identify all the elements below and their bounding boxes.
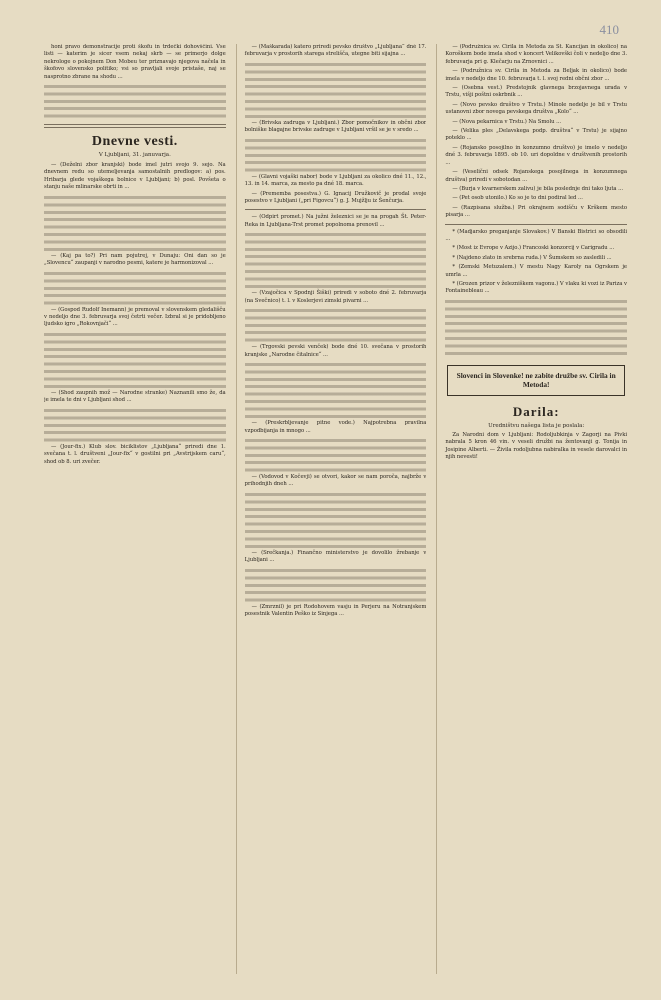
darila-subtitle: Uredništvu našega lista je poslala: bbox=[488, 422, 585, 429]
news-item: — (Shod zaupnih mož — Narodne stranke) Naznanili smo že, da je imela te dni v Ljubljani shod ... bbox=[44, 390, 226, 404]
body-filler bbox=[44, 331, 226, 390]
news-item: — (Srečkanja.) Finančno ministerstvo je dovolilo žrebanje v Ljubljani ... bbox=[244, 550, 427, 564]
news-item: — (Vzajočica v Spodnji Šiški) priredi v soboto dné 2. februvarja (na Svečnico) t. l. v Koslerjevi zimski pivarni ... bbox=[244, 290, 427, 304]
article-continuation: honi pravo demonstracije proti škofu in trdečki dohovščini. Vse listi — katerim je sicer vsem nekaj skrb — se primerjo dolge nekrologe o pokojnem Don Mobeu ter priznavajo njegova načela in škofovo slovensko politiko; vsi so pravljali svoje pristaše, naj se nasprotno zbrane na shodu ... bbox=[44, 44, 226, 80]
news-item: — (Maškarada) katero priredi pevsko društvo „Ljubljana“ dné 17. februvarja v prostorih starega strelišča, utegne biti sijajna ... bbox=[244, 44, 427, 58]
news-item: — (Kaj pa to?) Pri nam pojutrej, v Dunaju: Oni dan so je „Slovencu“ zaupanji v narodno pesmi, katere je harmonizoval ... bbox=[44, 252, 226, 267]
news-item: * (Zemski Metuzalem.) V mestu Nagy Karoly na Ogrskem je umrla ... bbox=[445, 264, 628, 278]
news-item: — (Preskrbljevanje pitne vode.) Najpotrebna pravilna vzpodbijanja in mnogo ... bbox=[244, 420, 427, 434]
body-filler bbox=[44, 407, 226, 444]
column-1 bbox=[44, 44, 226, 974]
section-divider bbox=[44, 124, 226, 128]
news-item: — (Gospod Rudolf Inemann) je premoval v slovenskem gledališču v nedeljo dne 3. februvarja svoj četrti večer. Izbral si je pridobljeno ljudsko igro „Rokovnjači“ ... bbox=[44, 306, 226, 328]
news-item: — (Podružnica sv. Cirila in Metoda za Št. Kancijan in okolico) na Koroškem bode imela shod v koncert Velikovški čoli v nedeljo dne 3. februvarja pri g. Klečarju na Zrnovnici ... bbox=[445, 44, 628, 65]
news-item: — (Vodovod v Kočevji) se otvori, kakor se nam poroča, najbrže v prihodnjih dneh ... bbox=[244, 474, 427, 488]
news-item: — (Odpirt promet.) Na južni železnici se je na progah Št. Peter-Reka in Ljubljana-Trst promet popolnoma prenovil ... bbox=[244, 214, 427, 228]
news-item: — (Brivska zadruga v Ljubljani.) Zbor pomočnikov in občni zbor bolniške blagajne brivske zadruge v Ljubljani vršil se je v sredo ... bbox=[244, 120, 427, 134]
darila-title: Darila: bbox=[512, 403, 560, 419]
body-filler bbox=[245, 567, 427, 604]
boxed-notice: Slovenci in Slovenke! ne zabite družbe sv. Cirila in Metoda! bbox=[447, 365, 625, 396]
news-item: * (Grozen prizor v železniškem vagonu.) V vlaku ki vozi iz Pariza v Fontainebleau ... bbox=[445, 280, 628, 295]
news-item: — (Nova pekarnica v Trstu.) Na Smolu ... bbox=[452, 118, 561, 125]
news-item: — (Burja v kvarnerskem zalivu) je bila poslednje dni tako ljuta ... bbox=[452, 185, 624, 192]
news-item: — (Deželni zbor kranjski) bode imel jutri svojo 9. sejo. Na dnevnem redu so utemeljevanja samostalnih predlogov: a) pos. Hribarja glede vojaškega bolnice v Ljubljani; b) posl. Povšeta o stanju naše mlinarske obrti in ... bbox=[44, 162, 226, 191]
column-3 bbox=[436, 44, 627, 974]
body-filler bbox=[245, 437, 427, 474]
body-filler bbox=[445, 298, 627, 357]
news-item: — (Zmrznil) je pri Rodohovem vasju in Perjeru na Notranjskem posestnik Valentin Peško iz Sinjega ... bbox=[244, 603, 427, 618]
news-item: — (Podružnica sv. Cirila in Metoda za Beljak in okolico) bode imela v nedeljo dne 10. februvarja t. l. svoj redni občni zbor ... bbox=[445, 68, 628, 82]
divider bbox=[245, 209, 427, 210]
news-item: — (Prememba posestva.) G. Ignacij Družkovič je prodal svoje posestvo v Ljubljani („pri Figovcu“) g. J. Mujžlju iz Šenčurja. bbox=[244, 190, 427, 205]
body-filler bbox=[44, 83, 226, 120]
body-filler bbox=[245, 491, 427, 550]
body-filler bbox=[245, 307, 427, 344]
body-filler bbox=[245, 231, 427, 290]
body-filler bbox=[44, 194, 226, 253]
news-item: — (Pet osob utonilo.) Ko so je to dni podiral led ... bbox=[452, 195, 583, 202]
column-2 bbox=[236, 44, 427, 974]
news-item: — (Razpisana služba.) Pri okrajnem sodišču v Krškem mesto pisarja ... bbox=[445, 204, 628, 219]
news-item: — (Jour-fix.) Klub slov. biciklistov „Ljubljana“ priredi dne 1. svečana t. l. društveni „Jour-fix“ v gostilni pri „Avstrijskem caru“, shod ob 8. uri zvečer. bbox=[44, 443, 226, 465]
news-item: — (Velika ples „Delavskega podp. društva“ v Trstu) je sijajno poteklo ... bbox=[445, 128, 628, 142]
body-filler bbox=[44, 270, 226, 307]
columns bbox=[44, 44, 627, 974]
body-filler bbox=[245, 361, 427, 420]
divider bbox=[445, 224, 627, 225]
news-item: — (Trgovski pevski venček) bode dné 10. svečana v prostorih kranjske „Narodne čitalnice“ ... bbox=[244, 344, 427, 358]
news-item: * (Most iz Evrope v Azijo.) Francoski konzorcij v Carigradu ... bbox=[452, 245, 615, 252]
news-item: — (Veselični odsek Rojanskega posojilnega in konzumnega društva) priredi v sobotodan ... bbox=[445, 169, 628, 183]
news-item: — (Rojansko posojilno in konzumno društvo) je imelo v nedeljo dné 3. februvarja 1895. ob 10. uri dopoldne v društvenih prostorih ... bbox=[445, 144, 628, 166]
news-item: — (Glavni vojaški nabor) bode v Ljubljani za okolico dné 11., 12., 13. in 14. marca, za mesto pa dné 18. marca. bbox=[244, 173, 427, 188]
body-filler bbox=[245, 137, 427, 174]
dateline: V Ljubljani, 31. januvarja. bbox=[98, 152, 171, 159]
news-item: — (Osebna vest.) Predstojnik glavnega brzojavnega urada v Trstu, višji poštni oskrbnik ... bbox=[445, 85, 628, 99]
section-title: Dnevne vesti. bbox=[91, 134, 178, 150]
news-item: * (Najdeno zlato in srebrna ruda.) V Šumskem so zasledili ... bbox=[452, 254, 612, 261]
news-item: * (Madjarsko preganjanje Slovakov.) V Banski Bistrici so obsodili ... bbox=[445, 228, 628, 242]
news-item: — (Novo pevsko društvo v Trstu.) Minole nedelje je bil v Trstu ustanovni zbor novega pevskega društva „Kolo“ ... bbox=[445, 101, 628, 116]
body-filler bbox=[245, 61, 427, 120]
page-number: 410 bbox=[599, 22, 619, 37]
darila-text: Za Narodni dom v Ljubljani: Rodoljubkinja v Zagorji na Pivki nabrala 5 kron 46 vin. v veseli družbi na žentovanji g. Tonija in Josipine Alberti. — Živila rodoljubna nabiralka in vesele darovalci in njih nevesti! bbox=[445, 431, 628, 460]
